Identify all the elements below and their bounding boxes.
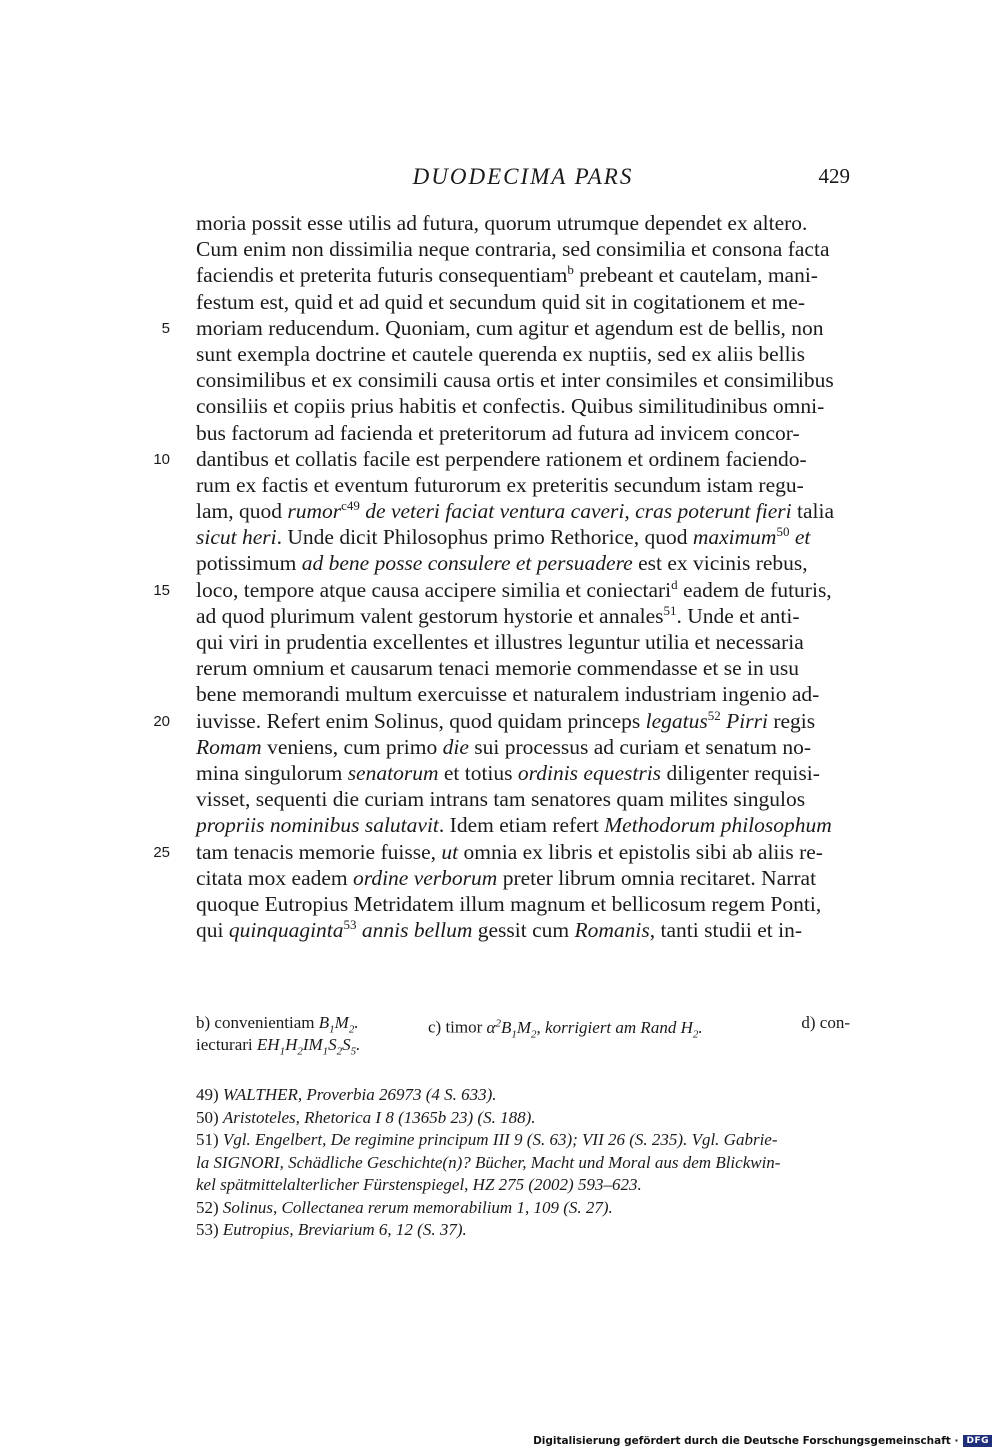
siglum-sub: 2	[297, 1045, 303, 1058]
line-number: 10	[153, 450, 170, 468]
running-title: DUODECIMA PARS	[412, 164, 634, 189]
siglum: B	[500, 1017, 512, 1037]
line-number: 25	[153, 843, 170, 861]
apparatus-c-note: , korrigiert am Rand H	[536, 1017, 693, 1037]
siglum-sub: 1	[511, 1028, 517, 1041]
text-segment: . Unde et anti-	[676, 603, 800, 628]
note-reference: c49	[341, 497, 360, 513]
text-segment: qui viri in prudentia excellentes et illustres leguntur utilia et necessaria	[196, 630, 804, 654]
text-segment: talia	[791, 499, 834, 524]
footnote-number: 50)	[196, 1107, 219, 1127]
text-segment: et totius	[438, 760, 518, 785]
text-segment: visset, sequenti die curiam intrans tam senatores quam milites singulos	[196, 787, 806, 812]
text-segment: mina singulorum	[196, 760, 348, 785]
line-number: 20	[153, 712, 170, 730]
text-line	[196, 472, 850, 498]
siglum: S	[328, 1035, 337, 1054]
note-reference: 53	[343, 916, 357, 932]
text-segment: consimilibus et ex consimili causa ortis et inter consimiles et consimilibus	[196, 368, 834, 393]
siglum-sub: 5	[350, 1045, 357, 1058]
footnote-text: Vgl. Engelbert, De regimine principum III 9 (S. 63); VII 26 (S. 235). Vgl. Gabrie-	[222, 1130, 778, 1149]
footnote	[196, 1129, 850, 1152]
apparatus-note-d-cont: iecturari $EH_1H_2IM_1S_2S_5$.	[196, 1035, 361, 1058]
siglum: α	[486, 1017, 496, 1037]
text-line	[196, 262, 850, 288]
text-line	[196, 420, 850, 446]
dfg-logo: DFG	[963, 1435, 992, 1447]
text-segment: faciendis et preterita futuris consequentiam	[196, 263, 568, 288]
text-line	[196, 760, 850, 786]
apparatus-d-cont: iecturari	[196, 1035, 253, 1054]
text-segment: veniens, cum primo	[261, 734, 443, 759]
footnote-text: Aristoteles, Rhetorica I 8 (1365b 23) (S. 188).	[222, 1107, 536, 1127]
note-reference: b	[567, 262, 574, 278]
line-number: 5	[161, 319, 170, 337]
text-line	[196, 865, 850, 891]
text-line	[196, 812, 850, 838]
text-line	[196, 734, 850, 760]
main-text-block	[153, 210, 850, 943]
apparatus-row-2	[196, 1034, 850, 1056]
footnote-number: 53)	[196, 1220, 219, 1239]
text-segment: quinquaginta	[228, 918, 344, 943]
text-segment: propriis nominibus salutavit	[196, 813, 439, 838]
siglum: M	[516, 1017, 532, 1037]
footnote	[196, 1107, 850, 1130]
text-segment: , tanti studii et in-	[649, 918, 803, 943]
siglum: IM	[302, 1035, 323, 1054]
text-segment: annis bellum	[361, 918, 473, 943]
siglum-sup: 2	[495, 1017, 501, 1029]
footnote-number: 49)	[196, 1085, 219, 1104]
text-line	[196, 917, 850, 943]
text-line	[196, 236, 850, 262]
siglum: EH	[256, 1035, 280, 1054]
footnote	[196, 1197, 850, 1220]
line-number: 15	[153, 581, 170, 599]
text-segment: loco, tempore atque causa accipere similia et coniectari	[196, 577, 672, 602]
text-segment: Romam	[196, 734, 262, 759]
note-reference: d	[671, 576, 678, 592]
dfg-funding-banner	[533, 1435, 992, 1447]
text-segment: quoque Eutropius Metridatem illum magnum et bellicosum regem Ponti,	[196, 891, 822, 916]
critical-apparatus	[196, 1012, 850, 1056]
text-segment: . Unde dicit Philosophus primo Rethorice, quod	[276, 525, 693, 550]
text-segment: eadem de futuris,	[677, 577, 832, 602]
apparatus-c-label: c) timor	[428, 1017, 483, 1037]
text-line	[196, 629, 850, 655]
page-number: 429	[818, 164, 850, 188]
footnote-number: 51)	[196, 1130, 219, 1149]
text-segment: die	[442, 734, 469, 759]
text-segment: lam, quod	[196, 499, 288, 524]
text-segment: ordine verborum	[353, 865, 498, 890]
text-segment: Methodorum philosophum	[604, 813, 832, 838]
text-segment: festum est, quid et ad quid et secundum quid sit in cogitationem et me-	[196, 289, 806, 314]
page-header	[196, 164, 850, 194]
text-line	[161, 315, 850, 341]
text-line	[196, 603, 850, 629]
text-line	[196, 289, 850, 315]
text-segment: est ex vicinis rebus,	[632, 551, 808, 576]
footnote-text: Eutropius, Breviarium 6, 12 (S. 37).	[222, 1220, 467, 1239]
text-segment: maximum	[692, 525, 777, 550]
text-line	[196, 341, 850, 367]
apparatus-d-label: d) con-	[801, 1013, 850, 1032]
note-reference: 52	[707, 707, 721, 723]
text-line	[196, 786, 850, 812]
text-segment: dantibus et collatis facile est perpendere rationem et ordinem faciendo-	[196, 446, 807, 471]
apparatus-note-b: b) convenientiam $B_1M_2$.	[196, 1013, 359, 1036]
text-line	[196, 550, 850, 576]
text-segment: legatus	[645, 708, 708, 733]
text-segment: rerum omnium et causarum tenaci memorie commendasse et se in usu	[196, 656, 800, 681]
text-segment: bene memorandi multum exercuisse et naturalem industriam ingenio ad-	[196, 682, 820, 707]
siglum-sub: 2	[692, 1028, 699, 1041]
text-segment: sicut heri	[196, 525, 277, 550]
text-segment: citata mox eadem	[196, 865, 353, 890]
note-reference: 51	[663, 602, 677, 618]
text-line	[196, 891, 850, 917]
apparatus-note-d	[801, 1012, 850, 1034]
text-line	[196, 367, 850, 393]
text-line	[196, 498, 850, 524]
footnote-text: WALTHER, Proverbia 26973 (4 S. 633).	[222, 1085, 497, 1104]
siglum-sub: 1	[322, 1045, 329, 1058]
footnote	[196, 1152, 850, 1175]
footnotes	[196, 1084, 850, 1242]
siglum-sub: 1	[279, 1045, 286, 1058]
text-segment: sunt exempla doctrine et cautele querenda ex nuptiis, sed ex aliis bellis	[196, 341, 805, 366]
text-line	[153, 839, 850, 865]
text-segment: . Idem etiam refert	[438, 813, 605, 838]
siglum: M	[334, 1013, 349, 1032]
footnote-text: Solinus, Collectanea rerum memorabilium 1, 109 (S. 27).	[222, 1197, 613, 1217]
text-segment: diligenter requisi-	[661, 760, 820, 785]
text-segment: Cum enim non dissimilia neque contraria, sed consimilia et consona facta	[196, 237, 830, 262]
text-segment: Romanis	[574, 918, 650, 943]
text-segment: bus factorum ad facienda et preteritorum ad futura ad invicem concor-	[196, 420, 800, 445]
text-line	[196, 655, 850, 681]
siglum: S	[342, 1035, 351, 1054]
text-segment: Pirri	[726, 708, 768, 733]
text-segment: prebeant et cautelam, mani-	[573, 263, 818, 288]
text-segment: iuvisse. Refert enim Solinus, quod quidam princeps	[196, 708, 646, 733]
text-segment: ordinis equestris	[517, 760, 662, 785]
text-segment: sui processus ad curiam et senatum no-	[468, 734, 812, 759]
siglum-sub: 1	[329, 1023, 335, 1036]
siglum-sub: 2	[336, 1045, 343, 1058]
siglum-sub: 2	[348, 1023, 355, 1036]
siglum: B	[318, 1013, 330, 1032]
siglum: H	[285, 1035, 298, 1054]
footnote	[196, 1174, 850, 1197]
text-segment: qui	[196, 918, 229, 943]
text-segment: ad quod plurimum valent gestorum hystorie et annales	[196, 603, 664, 628]
text-segment: de veteri faciat ventura caveri, cras poterunt fieri	[359, 499, 792, 524]
apparatus-note-c: c) timor $\alpha^2B_1M_2$, korrigiert am Rand $H_2$.	[428, 1017, 703, 1041]
text-line	[153, 707, 850, 734]
text-segment: rumor	[287, 499, 342, 524]
text-segment: et	[789, 525, 811, 550]
text-segment: moriam reducendum. Quoniam, cum agitur et agendum est de bellis, non	[196, 315, 824, 340]
text-segment: moria possit esse utilis ad futura, quorum utrumque dependet ex altero.	[196, 211, 808, 235]
text-line	[196, 210, 850, 236]
text-segment: consiliis et copiis prius habitis et confectis. Quibus similitudinibus omni-	[196, 394, 825, 419]
apparatus-row-1	[196, 1012, 850, 1041]
siglum-sub: 2	[531, 1028, 537, 1041]
text-segment: tam tenacis memorie fuisse,	[196, 839, 442, 864]
text-line	[196, 681, 850, 707]
text-segment: omnia ex libris et epistolis sibi ab aliis re-	[458, 839, 823, 864]
footnote	[196, 1084, 850, 1107]
text-segment: ad bene posse consulere et persuadere	[301, 551, 633, 576]
text-segment: preter librum omnia recitaret. Narrat	[497, 865, 817, 890]
note-reference: 50	[776, 524, 790, 540]
footnote-number: 52)	[196, 1197, 219, 1217]
text-segment: potissimum	[196, 551, 302, 576]
footnote	[196, 1219, 850, 1242]
text-segment: gessit cum	[472, 918, 575, 943]
footnote-text: kel spätmittelalterlicher Fürstenspiegel, HZ 275 (2002) 593–623.	[196, 1175, 642, 1194]
text-line	[196, 393, 850, 419]
text-segment: ut	[441, 839, 459, 864]
text-segment: regis	[767, 708, 816, 733]
text-line	[153, 576, 850, 603]
text-line	[153, 446, 850, 472]
text-segment: senatorum	[347, 760, 439, 785]
text-segment: rum ex factis et eventum futurorum ex preteritis secundum istam regu-	[196, 472, 804, 497]
text-line	[196, 524, 850, 550]
dfg-funding-text: Digitalisierung gefördert durch die Deutsche Forschungsgemeinschaft ·	[533, 1435, 959, 1447]
footnote-text: la SIGNORI, Schädliche Geschichte(n)? Bücher, Macht und Moral aus dem Blickwin-	[196, 1152, 781, 1172]
apparatus-b-label: b) convenientiam	[196, 1013, 315, 1032]
